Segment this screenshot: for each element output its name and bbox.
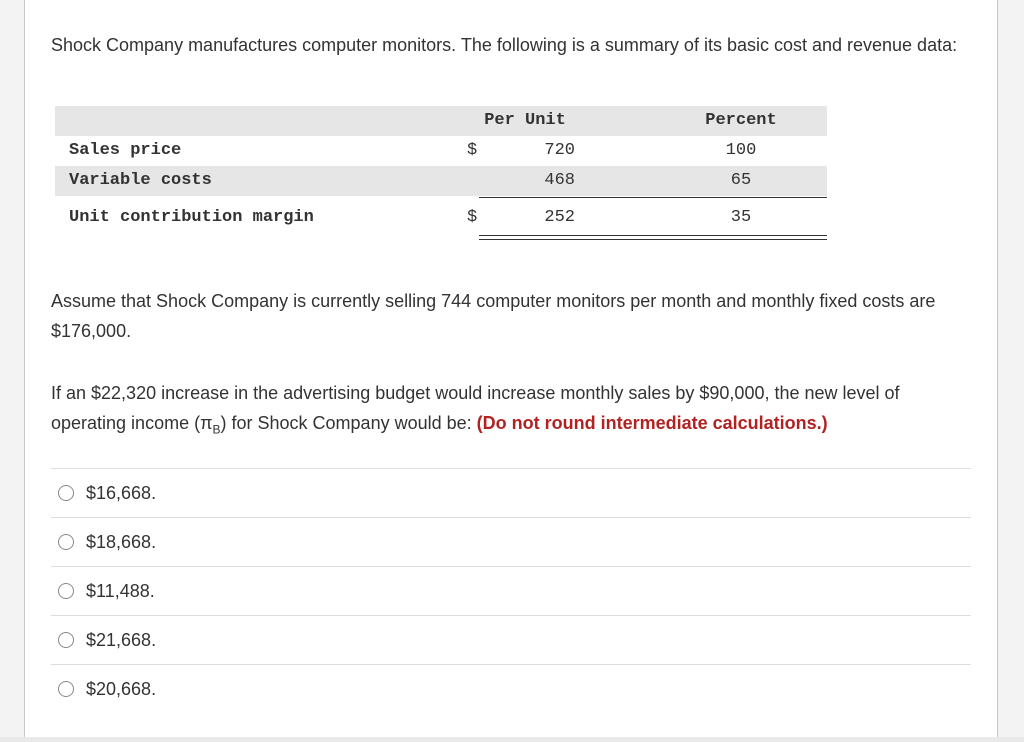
subtotal-rule [479,197,827,198]
percent-value: 65 [730,171,752,190]
answer-option[interactable] [51,517,971,566]
option-label: $16,668. [86,482,157,503]
total-double-rule-bottom [479,239,827,240]
row-label: Unit contribution margin [69,208,314,227]
prompt-text: If an $22,320 increase in the advertising budget would increase monthly sales by $90,000, the new level of operating income (π [51,383,900,433]
row-label: Sales price [69,141,182,160]
answer-options [51,468,971,713]
table-row [55,203,827,233]
option-label: $20,668. [86,678,157,699]
per-unit-value: 252 [544,208,575,227]
radio-button[interactable] [58,632,74,648]
question-assumption: Assume that Shock Company is currently selling 744 computer monitors per month and monthly fixed costs are $176,000. [51,291,936,341]
answer-option[interactable] [51,664,971,713]
radio-button[interactable] [58,485,74,501]
percent-value: 35 [730,208,752,227]
question-intro: Shock Company manufactures computer monitors. The following is a summary of its basic cost and revenue data: [51,35,958,55]
table-header-row [55,106,827,136]
question-prompt [51,378,961,445]
option-label: $18,668. [86,531,157,552]
currency-sign: $ [467,208,478,227]
header-percent: Percent [705,111,777,130]
percent-value: 100 [725,141,757,160]
prompt-text-end: ) for Shock Company would be: [220,413,477,433]
table-row [55,136,827,166]
per-unit-value: 720 [544,141,575,160]
row-label: Variable costs [69,171,212,190]
answer-option[interactable] [51,468,971,517]
currency-sign: $ [467,141,478,160]
per-unit-value: 468 [544,171,575,190]
option-label: $21,668. [86,629,157,650]
question-panel [24,0,998,739]
option-label: $11,488. [86,580,155,601]
header-per-unit: Per Unit [484,111,566,130]
bottom-scroll-strip [0,737,1024,742]
answer-option[interactable] [51,566,971,615]
table-row [55,166,827,196]
radio-button[interactable] [58,681,74,697]
prompt-subscript: B [212,422,221,437]
radio-button[interactable] [58,534,74,550]
total-double-rule-top [479,235,827,236]
radio-button[interactable] [58,583,74,599]
rounding-hint: (Do not round intermediate calculations.) [476,413,828,433]
answer-option[interactable] [51,615,971,664]
